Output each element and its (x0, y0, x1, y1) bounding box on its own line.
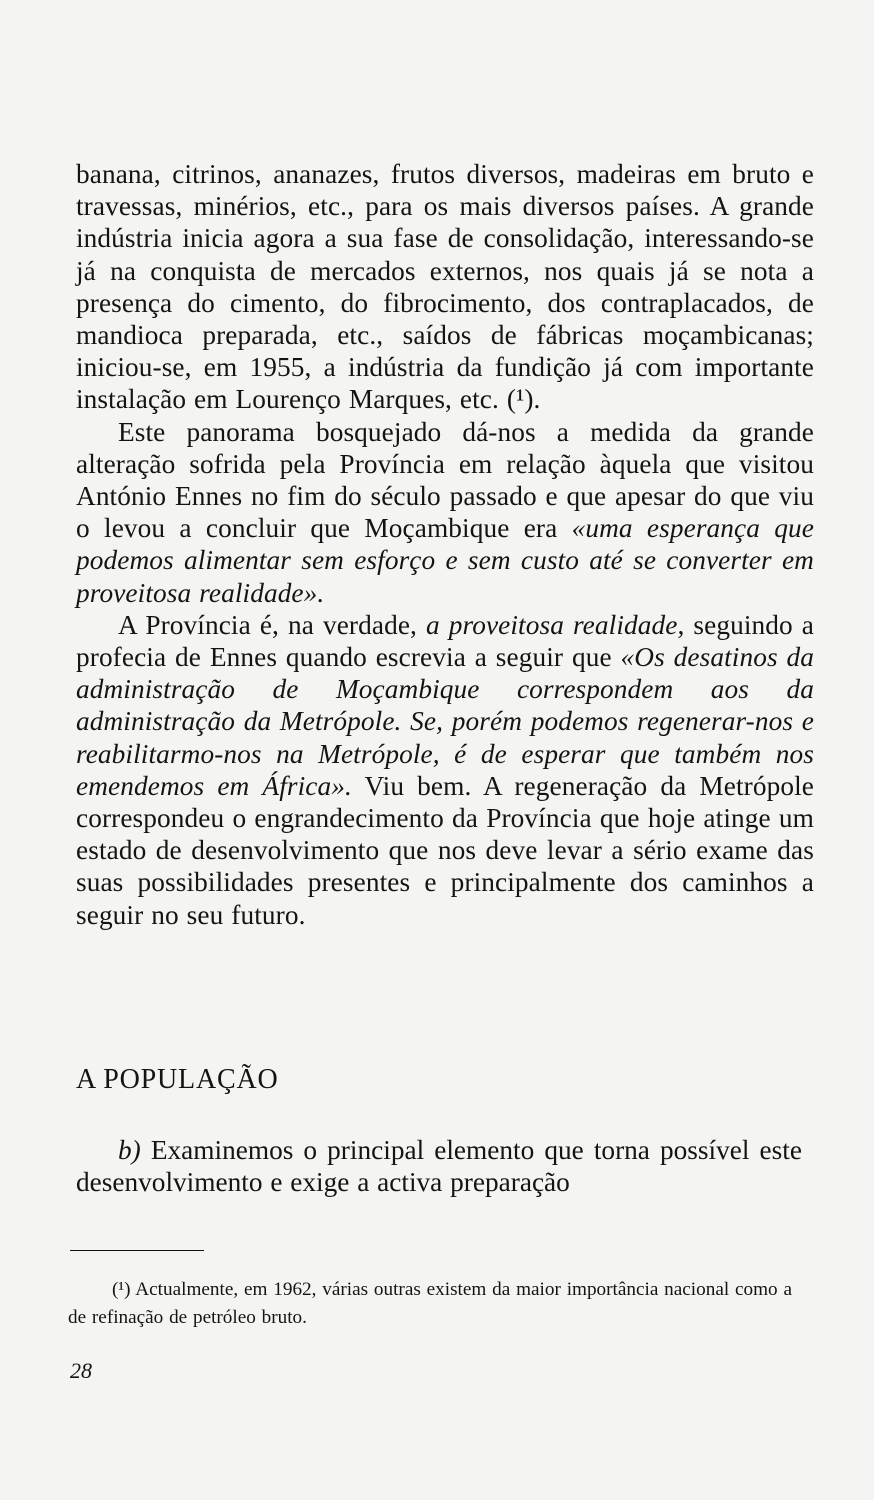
main-text-block (76, 158, 814, 931)
ennes-quote: «uma esperança que podemos alimentar sem esforço e sem custo até se converter em proveitosa realidade». (76, 513, 814, 608)
page-number: 28 (70, 1358, 92, 1383)
administration-quote: «Os desatinos da administração de Moçambique correspondem aos da administração da Metrópole. Se, porém podemos regenerar-nos e reabilitarmo-nos na Metrópole, é de esperar que também nos emendemos em África». (76, 642, 814, 801)
paragraph-3-end: Viu bem. A regeneração da Metrópole correspondeu o engrandecimento da Província que hoje atinge um estado de desenvolvimento que nos deve levar a sério exame das suas possibilidades presentes e principalmente dos caminhos a seguir no seu futuro. (76, 770, 814, 930)
footnote-divider (70, 1250, 204, 1251)
section-heading: A POPULAÇÃO (76, 1064, 279, 1095)
section-label: b) (118, 1135, 141, 1165)
paragraph-2-text: Este panorama bosquejado dá-nos a medida da grande alteração sofrida pela Província em relação àquela que visitou António Ennes no fim do século passado e que apesar do que viu o levou a concluir que Moçambique era (76, 416, 814, 544)
paragraph-1 (76, 158, 814, 416)
footnote-reference: (¹). (506, 384, 541, 415)
paragraph-3-middle: seguindo a profecia de Ennes quando escrevia a seguir que (76, 609, 815, 673)
section-paragraph-text: Examinemos o principal elemento que torna possível este desenvolvimento e exige a activa preparação (76, 1135, 802, 1198)
footnote: (¹) Actualmente, em 1962, várias outras existem da maior importância nacional como a de refinação de petróleo bruto. (68, 1279, 792, 1328)
paragraph-3-emphasis: a proveitosa realidade, (425, 609, 685, 640)
paragraph-3-start: A Província é, na verdade, (118, 609, 426, 640)
paragraph-1-text: banana, citrinos, ananazes, frutos diversos, madeiras em bruto e travessas, minérios, etc., para os mais diversos países. A grande indústria inicia agora a sua fase de consolidação, interessando-se já na conquista de mercados externos, nos quais já se nota a presença do cimento, do fibrocimento, dos contraplacados, de mandioca preparada, etc., saídos de fábricas moçambicanas; iniciou-se, em 1955, a indústria da fundição já com importante instalação em Lourenço Marques, etc. (76, 159, 814, 415)
paragraph-2 (76, 416, 814, 609)
paragraph-3 (76, 609, 814, 931)
section-paragraph (76, 1134, 802, 1198)
